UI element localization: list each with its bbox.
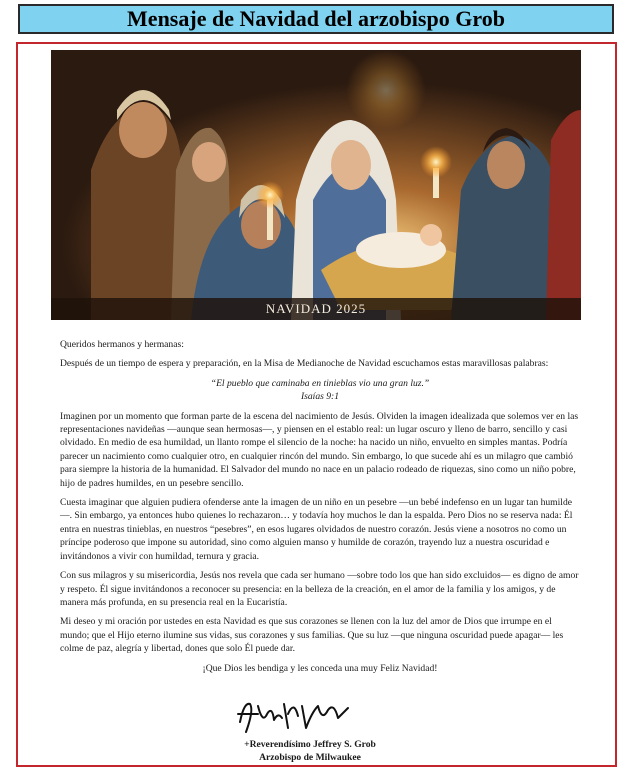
hero-caption: NAVIDAD 2025 — [51, 298, 581, 320]
signer-title: Arzobispo de Milwaukee — [259, 752, 361, 763]
body-paragraph: Mi deseo y mi oración por ustedes en esta Navidad es que sus corazones se llenen con la luz del amor de Dios que irrumpe en el mundo; que el Hijo eterno ilumine sus vidas, sus corazones y sus familias. Que su luz —que ninguna oscuridad puede apagar— les colme de paz, alegría y libertad, dones que solo Él puede dar. — [60, 616, 564, 655]
nativity-illustration — [51, 50, 581, 320]
signer-name: +Reverendísimo Jeffrey S. Grob — [244, 739, 376, 750]
greeting: Queridos hermanos y hermanas: — [60, 339, 184, 350]
nativity-image — [51, 50, 581, 320]
closing-blessing: ¡Que Dios les bendiga y les conceda una muy Feliz Navidad! — [202, 662, 438, 674]
intro-paragraph: Después de un tiempo de espera y preparación, en la Misa de Medianoche de Navidad escuchamos estas maravillosas palabras: — [60, 358, 549, 370]
quote-reference: Isaías 9:1 — [300, 391, 340, 403]
signer-block — [200, 738, 420, 764]
letter-body — [60, 338, 580, 681]
quote-text: “El pueblo que caminaba en tinieblas vio una gran luz.” — [210, 377, 430, 389]
signature-graphic — [232, 692, 362, 742]
body-paragraph: Imaginen por un momento que forman parte de la escena del nacimiento de Jesús. Olviden la imagen idealizada que solemos ver en las representaciones navideñas —aunque sean hermosas—, y piensen en el establo real: un lugar oscuro y lleno de barro, sencillo y casi olvidado. En medio de esa humildad, un llanto rompe el silencio de la noche: ha nacido un niño, envuelto en simples mantas. Podría parecer un nacimiento como cualquier otro, en cualquier rincón del mundo. Sin embargo, lo que sucede ahí es un milagro que cambió para siempre la historia de la humanidad. El Salvador del mundo no nace en un palacio rodeado de riquezas, sino como un niño pobre, hijo de padres humildes, en un pesebre sencillo. — [60, 410, 579, 489]
page-title: Mensaje de Navidad del arzobispo Grob — [127, 6, 505, 31]
body-paragraph: Cuesta imaginar que alguien pudiera ofenderse ante la imagen de un niño en un pesebre —un bebé indefenso en un lugar tan humilde—. Sin embargo, ya entonces hubo quienes lo rechazaron… y todavía hoy muchos le dan la espalda. Pero Dios no se reserva nada: Él entra en nuestras tinieblas, en nuestros “pesebres”, en esos lugares olvidados de nuestro corazón. Jesús viene a nosotros no como un príncipe poderoso que impone su autoridad, sino como alguien manso y humilde de corazón, trayendo luz a nuestra oscuridad e invitándonos a vivir con humildad, ternura y gracia. — [60, 497, 573, 562]
body-paragraph: Con sus milagros y su misericordia, Jesús nos revela que cada ser humano —sobre todo los que han sido excluidos— es digno de amor y respeto. Él sigue invitándonos a reconocer su presencia: en la belleza de la creación, en el amor de la familia y los amigos, y de manera más profunda, en su presencia real en la Eucaristía. — [60, 570, 579, 608]
title-banner — [18, 4, 614, 34]
scripture-quote — [60, 377, 580, 404]
